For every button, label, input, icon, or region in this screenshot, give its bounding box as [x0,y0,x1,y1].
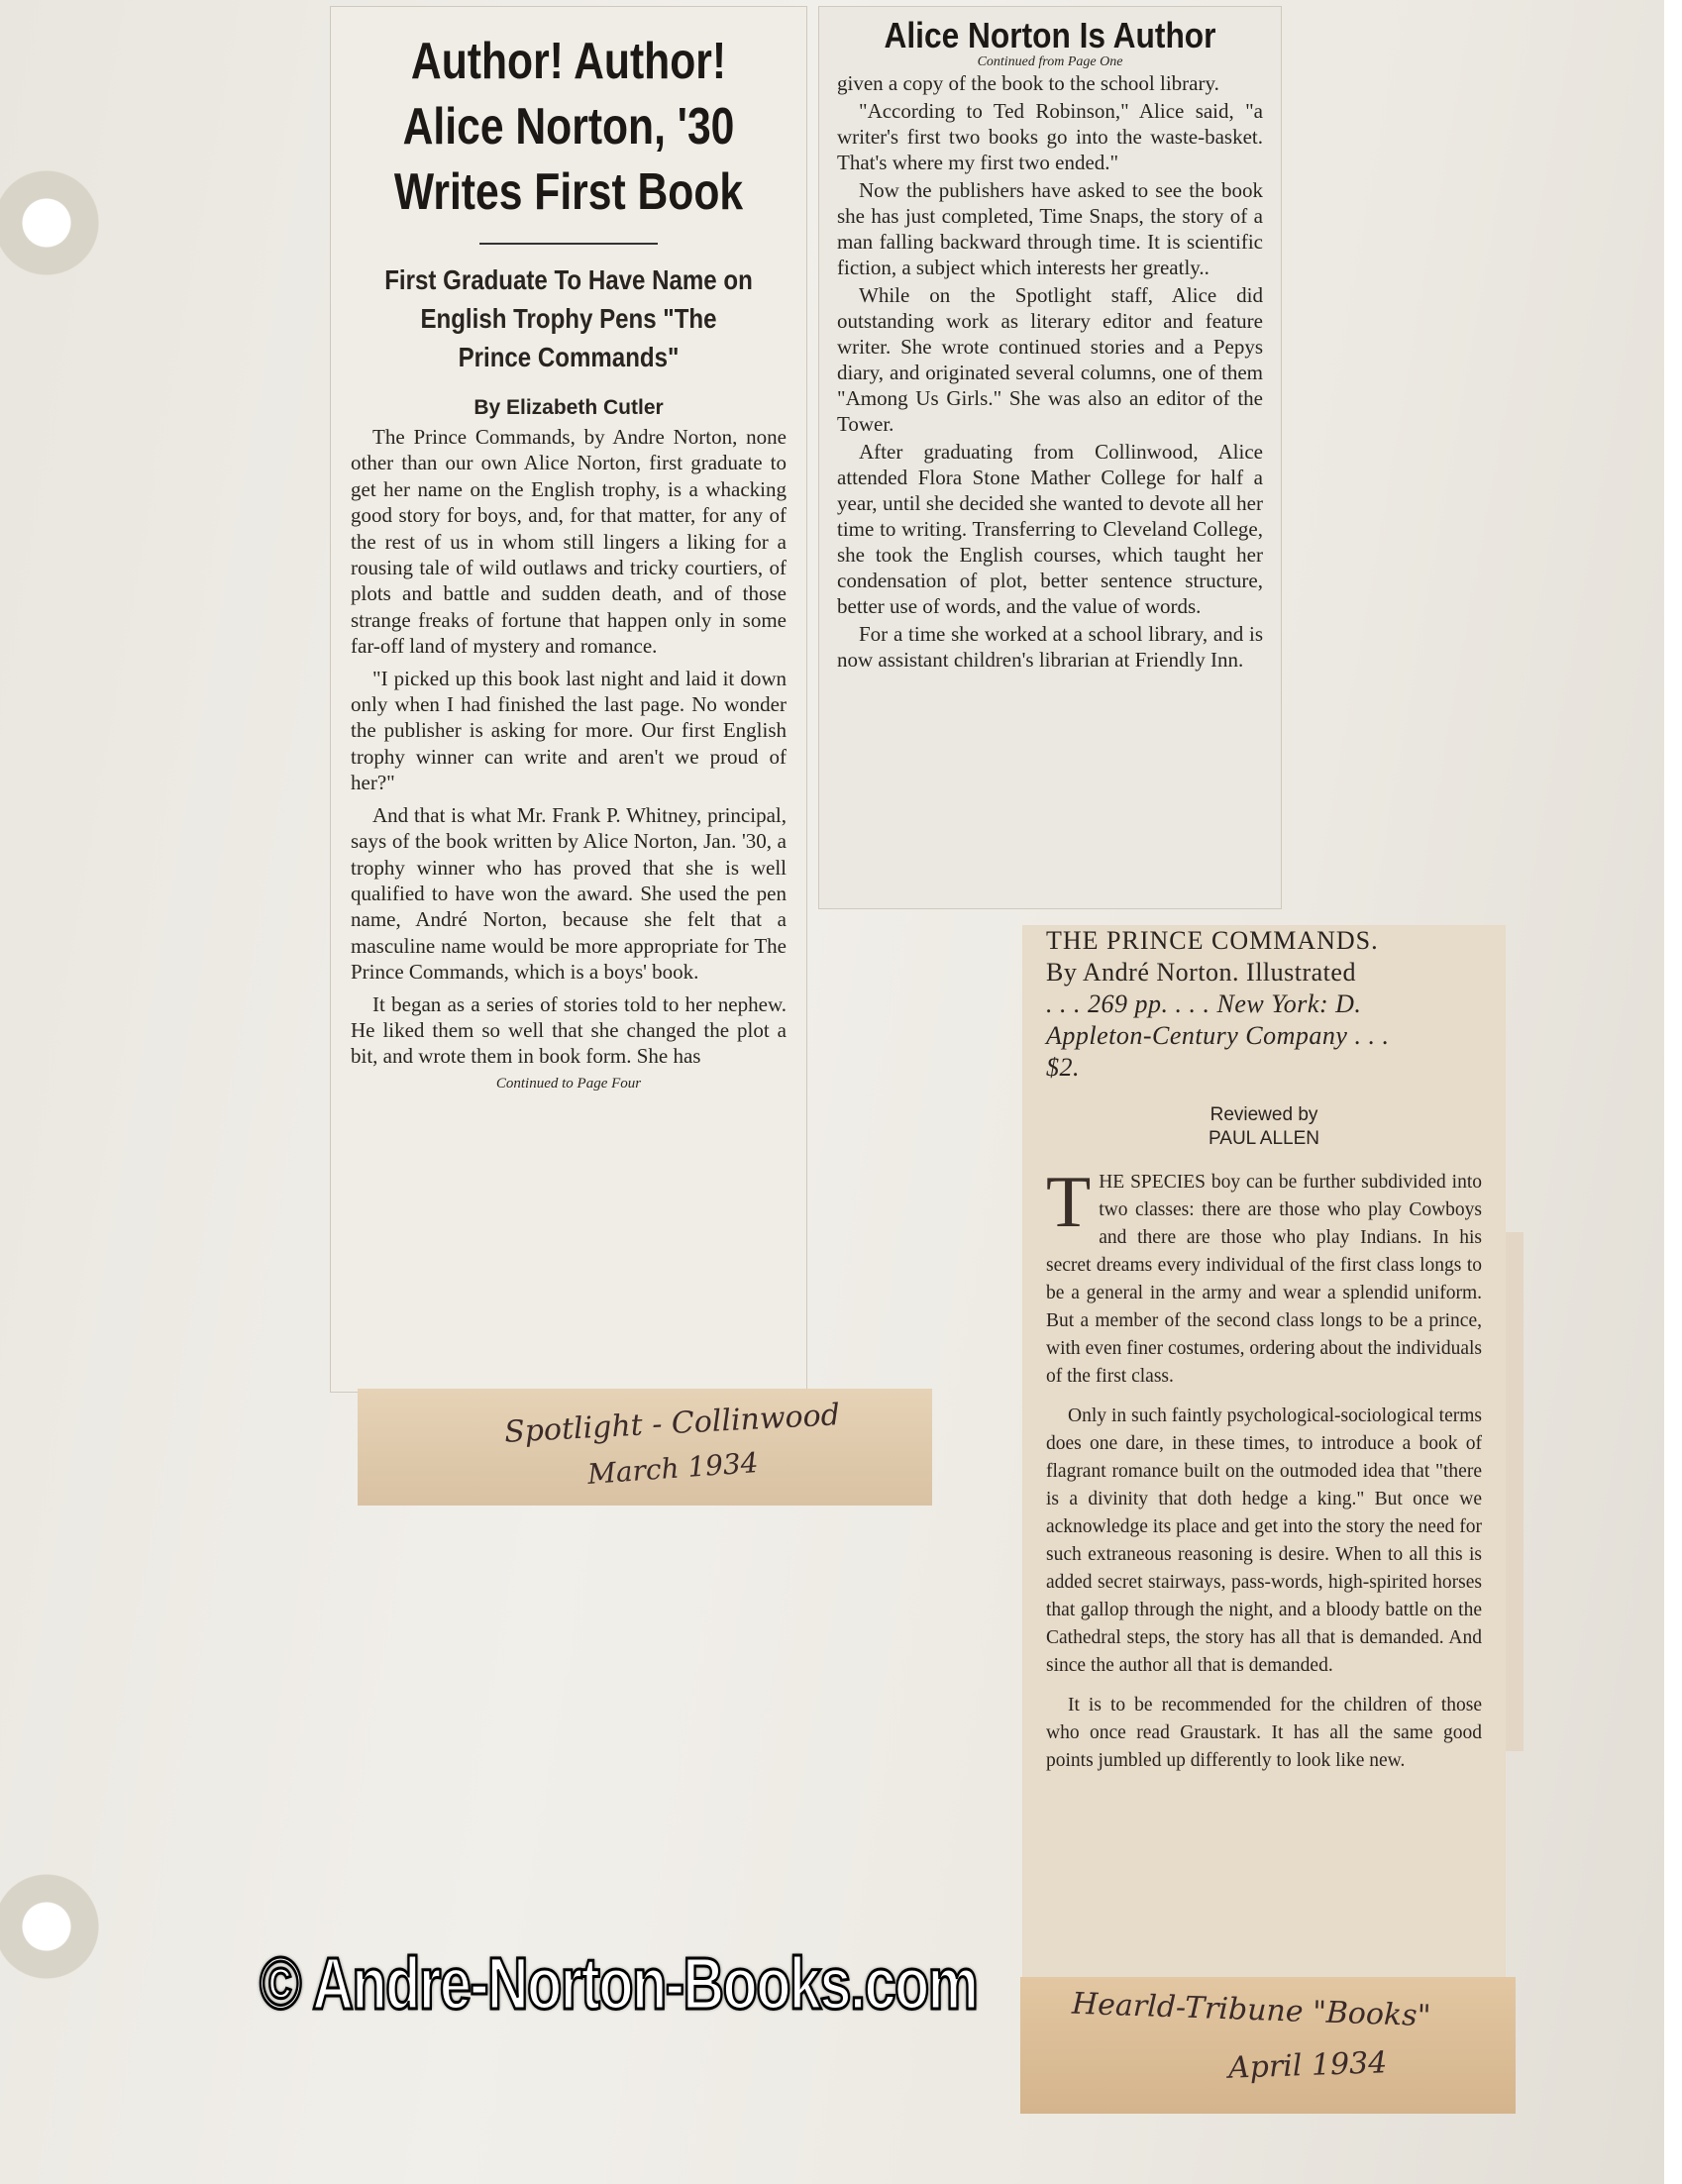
copyright-watermark: © Andre-Norton-Books.com [260,1942,978,2025]
drop-cap: T [1046,1162,1092,1243]
review-paragraph: Only in such faintly psychological-sociological terms does one dare, in these times, to introduce a book of flagrant romance built on the outmoded idea that "there is a divinity that doth hedge a king." But once we acknowledge its place and get into the story the need for such extraneous reasoning is desire. When to all this is added secret stairways, pass-words, high-spirited horses that gallop through the night, and a bloody battle on the Cathedral steps, the story has all that is demanded. And since the author all that is demanded. [1046,1405,1482,1676]
deck-line-1: First Graduate To Have Name on [384,264,753,295]
review-pub-line: Appleton-Century Company . . . [1046,1021,1390,1050]
deck-line-3: Prince Commands" [458,342,680,372]
review-pub-line: . . . 269 pp. . . . New York: D. [1046,989,1362,1018]
article-paragraph: It began as a series of stories told to her nephew. He liked them so well that she changed the plot a bit, and wrote them in book form. She has [351,991,787,1069]
handwritten-label-herald-tribune [1020,1977,1516,2114]
review-author-line: By André Norton. Illustrated [1046,958,1356,987]
reviewer-name: PAUL ALLEN [1209,1128,1319,1149]
continued-note: Continued to Page Four [495,1075,642,1092]
clipping-spotlight-article [330,6,807,1393]
handwritten-date: March 1934 [586,1446,760,1491]
review-price: $2. [1046,1053,1080,1082]
handwritten-source: Hearld-Tribune "Books" [1071,1986,1431,2034]
review-heading [1046,925,1482,1084]
headline-line-1: Author! Author! [410,33,727,90]
continuation-headline: Alice Norton Is Author [884,15,1216,55]
review-body [1046,1162,1482,1775]
reviewed-by-label: Reviewed by [1209,1104,1318,1125]
handwritten-date: April 1934 [1227,2045,1388,2086]
article-paragraph: "I picked up this book last night and laid it down only when I had finished the last page. No wonder the publisher is asking for more. Our first English trophy winner can write and aren't we proud of her?" [351,666,787,795]
review-paragraph: It is to be recommended for the children of those who once read Graustark. It has all the same good points jumbled up differently to look like new. [1046,1695,1482,1771]
continuation-paragraph: After graduating from Collinwood, Alice attended Flora Stone Mather College for half a year, until she decided she wanted to devote all her time to writing. Transferring to Cleveland College, she took the English courses, which taught her condensation of plot, better sentence structure, better use of words, and the value of words. [837,440,1263,618]
article-paragraph: The Prince Commands, by Andre Norton, none other than our own Alice Norton, first graduate to get her name on the English trophy, is a whacking good story for boys, and, for that matter, for any of the rest of us in whom still lingers a liking for a rousing tale of wild outlaws and tricky courtiers, of plots and battle and sudden death, and of those strange freaks of fortune that happen only in some far-off land of mystery and romance. [351,425,787,659]
deck-line-2: English Trophy Pens "The [420,303,717,334]
handwritten-source: Spotlight - Collinwood [503,1398,841,1450]
review-paragraph: HE SPECIES boy can be further subdivided into two classes: there are those who play Cowboys and there are those who play Indians. In his secret dreams every individual of the first class longs to be a general in the army and wear a splendid uniform. But a member of the second class longs to be a prince, with even finer costumes, ordering about the individuals of the first class. [1046,1172,1482,1387]
continuation-paragraph: For a time she worked at a school library, and is now assistant children's librarian at Friendly Inn. [837,622,1263,672]
continuation-paragraph: given a copy of the book to the school library. [837,71,1219,95]
handwritten-label-spotlight [358,1389,932,1506]
article-body [351,424,787,1070]
clipping-book-review [1022,925,1506,2110]
article-byline: By Elizabeth Cutler [473,396,664,419]
article-paragraph: And that is what Mr. Frank P. Whitney, principal, says of the book written by Alice Norton, Jan. '30, a trophy winner who has proved that she is well qualified to have won the award. She used the pen name, André Norton, because she felt that a masculine name would be more appropriate for The Prince Commands, which is a boys' book. [351,802,787,985]
review-edge-strip [1506,1232,1524,1751]
clipping-continuation-article [818,6,1282,909]
headline-line-3: Writes First Book [393,163,744,221]
review-book-title: THE PRINCE COMMANDS. [1046,926,1379,955]
headline-line-2: Alice Norton, '30 [402,98,735,156]
continuation-body [837,70,1263,673]
page-margin [1664,0,1682,2184]
continuation-paragraph: While on the Spotlight staff, Alice did outstanding work as literary editor and feature writer. She wrote continued stories and a Pepys diary, and originated several columns, one of them "Among Us Girls." She was also an editor of the Tower. [837,283,1263,436]
article-headline [358,29,780,225]
continued-from-note: Continued from Page One [977,54,1123,69]
article-deck [365,260,774,376]
review-credit [1046,1103,1482,1151]
continuation-paragraph: "According to Ted Robinson," Alice said, "a writer's first two books go into the waste-basket. That's where my first two ended." [837,99,1263,174]
headline-rule [479,243,658,245]
continuation-paragraph: Now the publishers have asked to see the book she has just completed, Time Snaps, the story of a man falling backward through time. It is scientific fiction, a subject which interests her greatly.. [837,178,1263,279]
